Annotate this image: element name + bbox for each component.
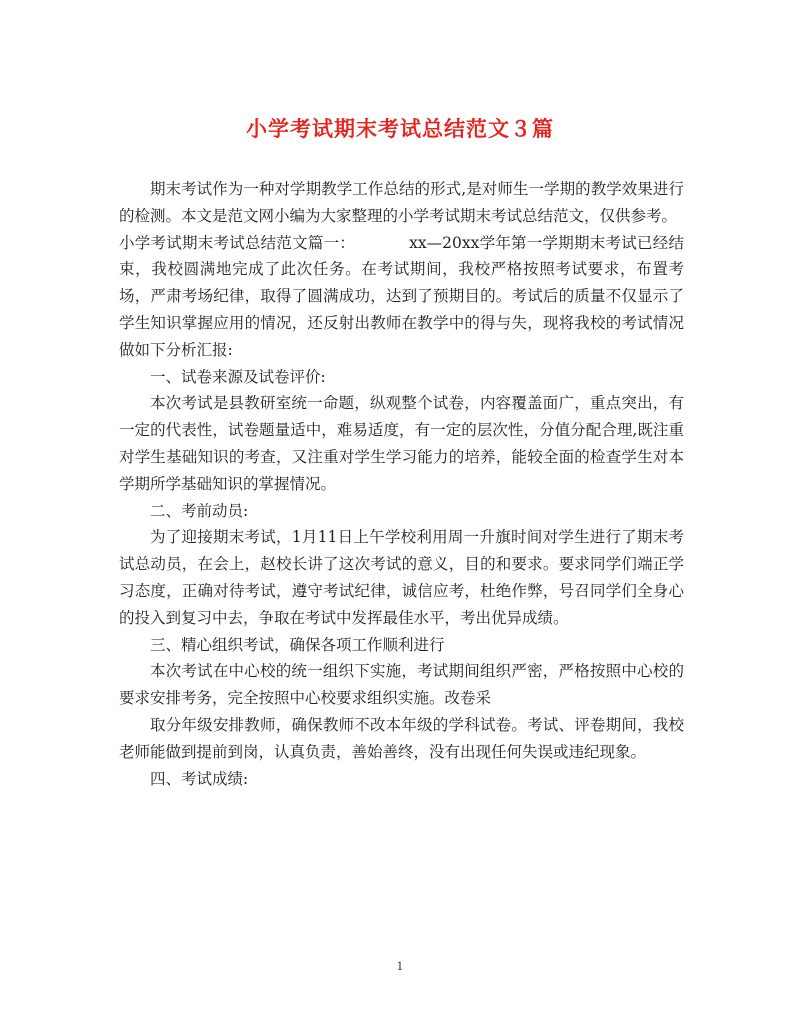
article-opening-text: xx—20xx学年第一学期期末考试已经结束，我校圆满地完成了此次任务。在考试期间，我校严格按照考试要求，布置考场，严肃考场纪律，取得了圆满成功，达到了预期目的。考试后的质量不仅显示了学生知识掌握应用的情况，还反射出教师在教学中的得与失，现将我校的考试情况做如下分析汇报: (119, 233, 684, 359)
document-title: 小学考试期末考试总结范文３篇 (246, 116, 554, 141)
section-heading: 一、试卷来源及试卷评价: (150, 367, 326, 386)
section-paragraph: 本次考试是县教研室统一命题，纵观整个试卷，内容覆盖面广，重点突出，有一定的代表性，试卷题量适中，难易适度，有一定的层次性，分值分配合理,既注重对学生基础知识的考查，又注重对学生学习能力的培养，能较全面的检查学生对本学期所学基础知识的掌握情况。 (119, 394, 684, 493)
section-paragraph: 为了迎接期末考试，1月11日上午学校利用周一升旗时间对学生进行了期末考试总动员，在会上，赵校长讲了这次考试的意义，目的和要求。要求同学们端正学习态度，正确对待考试，遵守考试纪律，诚信应考，杜绝作弊，号召同学们全身心的投入到复习中去，争取在考试中发挥最佳水平，考出优异成绩。 (119, 528, 684, 627)
section-paragraph: 本次考试在中心校的统一组织下实施，考试期间组织严密，严格按照中心校的要求安排考务，完全按照中心校要求组织实施。改卷采 (119, 662, 684, 708)
article-label: 小学考试期末考试总结范文篇一： (119, 233, 356, 252)
article-opening-paragraph (119, 230, 684, 364)
document-body (119, 176, 684, 792)
section-heading: 二、考前动员: (150, 501, 249, 520)
intro-paragraph: 期末考试作为一种对学期教学工作总结的形式,是对师生一学期的教学效果进行的检测。本文是范文网小编为大家整理的小学考试期末考试总结范文，仅供参考。 (119, 180, 684, 225)
section-heading: 三、精心组织考试，确保各项工作顺利进行 (150, 635, 445, 654)
section-heading: 四、考试成绩: (150, 769, 249, 788)
page-number: 1 (396, 960, 404, 973)
section-paragraph: 取分年级安排教师，确保教师不改本年级的学科试卷。考试、评卷期间，我校老师能做到提前到岗，认真负责，善始善终，没有出现任何失误或违纪现象。 (119, 715, 684, 761)
